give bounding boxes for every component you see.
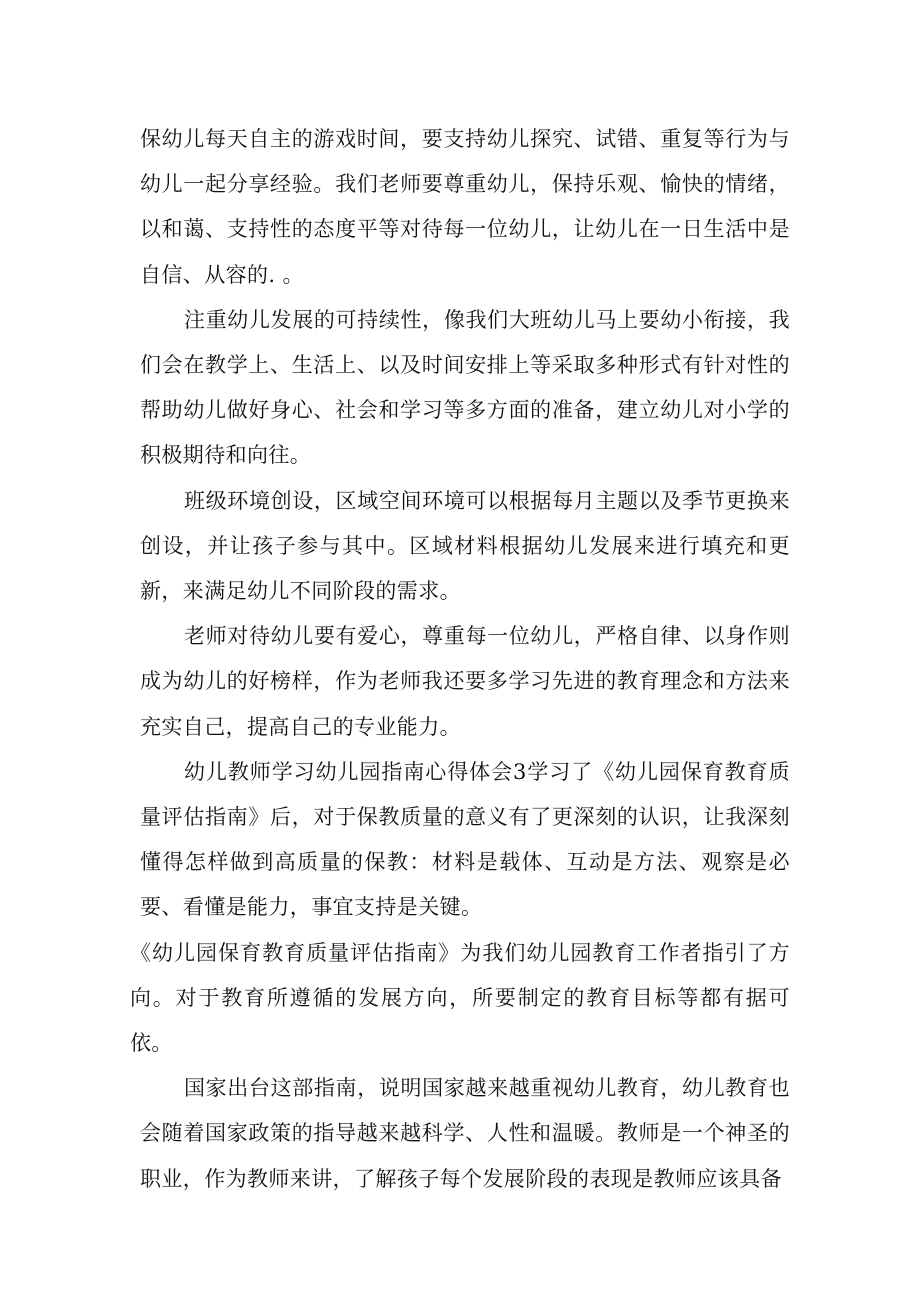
paragraph-6: 《幼儿园保育教育质量评估指南》为我们幼儿园教育工作者指引了方向。对于教育所遵循的发展方向，所要制定的教育目标等都有据可依。 [130, 940, 790, 1056]
paragraph-2: 注重幼儿发展的可持续性，像我们大班幼儿马上要幼小衔接，我们会在教学上、生活上、以及时间安排上等采取多种形式有针对性的帮助幼儿做好身心、社会和学习等多方面的准备，建立幼儿对小学的积极期待和向往。 [140, 307, 790, 468]
paragraph-7: 国家出台这部指南，说明国家越来越重视幼儿教育，幼儿教育也会随着国家政策的指导越来越科学、人性和温暖。教师是一个神圣的职业，作为教师来讲，了解孩子每个发展阶段的表现是教师应该具备 [140, 1076, 790, 1191]
paragraph-1: 保幼儿每天自主的游戏时间，要支持幼儿探究、试错、重复等行为与幼儿一起分享经验。我们老师要尊重幼儿，保持乐观、愉快的情绪，以和蔼、支持性的态度平等对待每一位幼儿，让幼儿在一日生活中是自信、从容的. 。 [140, 127, 790, 287]
document-body [130, 117, 790, 1202]
paragraph-4: 老师对待幼儿要有爱心，尊重每一位幼儿，严格自律、以身作则成为幼儿的好榜样，作为老师我还要多学习先进的教育理念和方法来充实自己，提高自己的专业能力。 [140, 624, 790, 739]
paragraph-3: 班级环境创设，区域空间环境可以根据每月主题以及季节更换来创设，并让孩子参与其中。区域材料根据幼儿发展来进行填充和更新，来满足幼儿不同阶段的需求。 [140, 488, 790, 604]
paragraph-5: 幼儿教师学习幼儿园指南心得体会3学习了《幼儿园保育教育质量评估指南》后，对于保教质量的意义有了更深刻的认识，让我深刻懂得怎样做到高质量的保教：材料是载体、互动是方法、观察是必要、看懂是能力，事宜支持是关键。 [140, 759, 790, 920]
